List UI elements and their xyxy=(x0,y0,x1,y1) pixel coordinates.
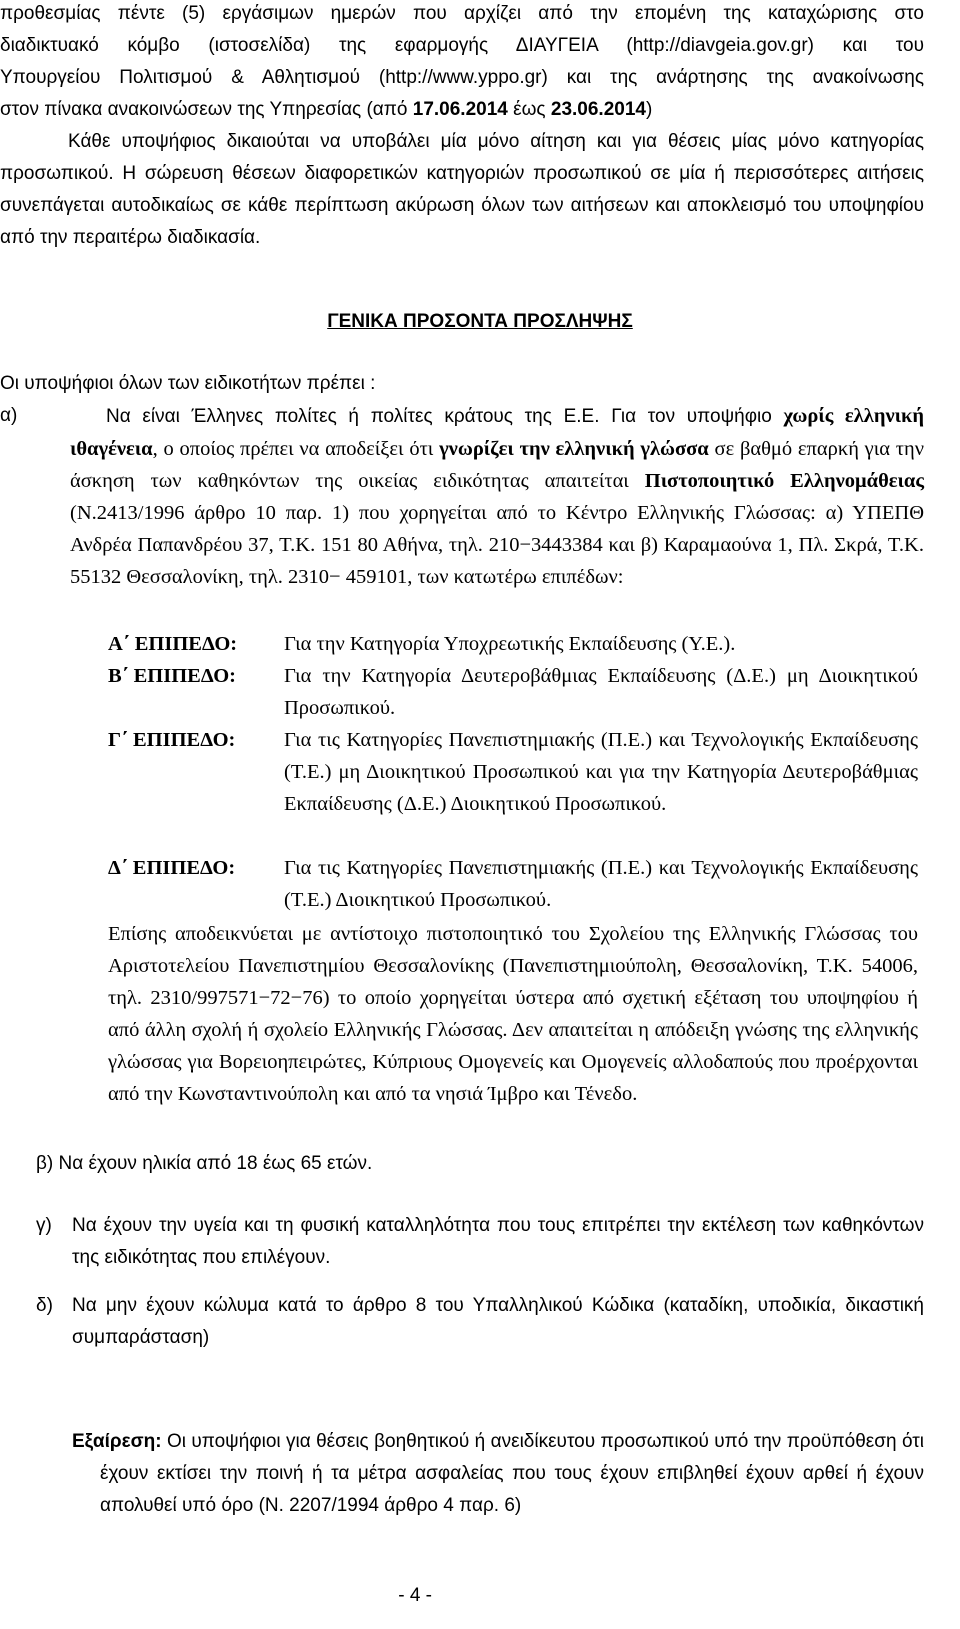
intro-line-4-suffix: ) xyxy=(645,99,653,120)
requirement-a-text-3: σε βαθμό επαρκή για την άσκηση των καθηκόντων της οικείας ειδικότητας απαιτείται xyxy=(70,438,924,492)
requirement-a-text xyxy=(0,400,924,593)
requirement-a-text-1: Να είναι Έλληνες πολίτες ή πολίτες κράτους της Ε.Ε. Για τον υποψήφιο xyxy=(106,406,784,427)
level-b-text: Για την Κατηγορία Δευτεροβάθμιας Εκπαίδευσης (Δ.Ε.) μη Διοικητικού Προσωπικού. xyxy=(284,665,918,719)
requirement-b xyxy=(36,1148,924,1180)
level-a-row xyxy=(108,628,918,660)
requirement-c-label: γ) xyxy=(36,1215,52,1236)
general-qualifications-heading: ΓΕΝΙΚΑ ΠΡΟΣΟΝΤΑ ΠΡΟΣΛΗΨΗΣ xyxy=(327,311,633,332)
intro-line-1: προθεσμίας πέντε (5) εργάσιμων ημερών που αρχίζει από την επομένη της καταχώρισης στο xyxy=(0,3,924,24)
level-b-label: Β΄ ΕΠΙΠΕΔΟ: xyxy=(108,665,236,687)
intro-paragraph xyxy=(0,0,924,94)
level-c-row xyxy=(108,724,918,852)
level-d-label: Δ΄ ΕΠΙΠΕΔΟ: xyxy=(108,857,236,879)
requirement-a-bold-1: χωρίς ελληνική ιθαγένεια xyxy=(70,405,925,460)
level-b-row xyxy=(108,660,918,724)
level-c-text: Για τις Κατηγορίες Πανεπιστημιακής (Π.Ε.) και Τεχνολογικής Εκπαίδευσης (Τ.Ε.) μη Διοικητικού Προσωπικού και για την Κατηγορία Δευτεροβάθμιας Εκπαίδευσης (Δ.Ε.) Διοικητικού Προσωπικού. xyxy=(284,729,918,815)
intro-line-2: διαδικτυακό κόμβο (ιστοσελίδα) της εφαρμογής ΔΙΑΥΓΕΙΑ (http://diavgeia.gov.gr) και του xyxy=(0,35,924,56)
requirement-d-label: δ) xyxy=(36,1295,53,1316)
requirement-d-text: Να μην έχουν κώλυμα κατά το άρθρο 8 του Υπαλληλικού Κώδικα (καταδίκη, υποδικία, δικαστική συμπαράσταση) xyxy=(72,1295,924,1348)
exception-text: Οι υποψήφιοι για θέσεις βοηθητικού ή ανειδίκευτου προσωπικού υπό την προϋπόθεση ότι έχουν εκτίσει την ποινή ή τα μέτρα ασφαλείας που τους έχουν επιβληθεί έχουν αρθεί ή έχουν απολυθεί υπό όρο (Ν. 2207/1994 άρθρο 4 παρ. 6) xyxy=(100,1431,924,1516)
requirement-c-text: Να έχουν την υγεία και τη φυσική καταλληλότητα που τους επιτρέπει την εκτέλεση των καθηκόντων της ειδικότητας που επιλέγουν. xyxy=(72,1215,924,1268)
level-d-text: Για τις Κατηγορίες Πανεπιστημιακής (Π.Ε.) και Τεχνολογικής Εκπαίδευσης (Τ.Ε.) Διοικητικού Προσωπικού. xyxy=(284,857,918,911)
date-from: 17.06.2014 xyxy=(412,99,508,120)
intro-line-4-mid: έως xyxy=(507,99,551,120)
intro-line-4 xyxy=(0,94,924,126)
level-d-row xyxy=(108,852,918,916)
intro-line-4-prefix: στον πίνακα ανακοινώσεων της Υπηρεσίας (από xyxy=(0,99,413,120)
requirement-a-label: α) xyxy=(0,405,18,426)
requirement-a-bold-2: γνωρίζει την ελληνική γλώσσα xyxy=(439,438,709,460)
single-application-paragraph: Κάθε υποψήφιος δικαιούται να υποβάλει μία μόνο αίτηση και για θέσεις μίας μόνο κατηγορίας προσωπικού. Η σώρευση θέσεων διαφορετικών κατηγοριών προσωπικού σε μία ή περισσότερες αιτήσεις συνεπάγεται αυτοδικαίως σε κάθε περίπτωση ακύρωση όλων των αιτήσεων και αποκλεισμό του υποψηφίου από την περαιτέρω διαδικασία. xyxy=(0,131,924,248)
exception-label: Εξαίρεση: xyxy=(72,1431,162,1452)
requirement-b-text: Να έχουν ηλικία από 18 έως 65 ετών. xyxy=(58,1153,373,1174)
candidates-intro: Οι υποψήφιοι όλων των ειδικοτήτων πρέπει : xyxy=(0,373,376,394)
intro-line-3: Υπουργείου Πολιτισμού & Αθλητισμού (http://www.yppo.gr) και της ανάρτησης της ανακοίνωσης xyxy=(0,67,924,88)
requirement-a-text-2: , ο οποίος πρέπει να αποδείξει ότι xyxy=(152,438,440,460)
also-proven-paragraph: Επίσης αποδεικνύεται με αντίστοιχο πιστοποιητικό του Σχολείου της Ελληνικής Γλώσσας του Αριστοτελείου Πανεπιστημίου Θεσσαλονίκης (Πανεπιστημιούπολη, Θεσσαλονίκη, Τ.Κ. 54006, τηλ. 2310/997571−72−76) το οποίο χορηγείται ύστερα από σχετική εξέταση του υποψηφίου ή από άλλη σχολή ή σχολείο Ελληνικής Γλώσσας. Δεν απαιτείται η απόδειξη γνώσης της ελληνικής γλώσσας για Βορειοηπειρώτες, Κύπριους Ομογενείς και Ομογενείς αλλοδαπούς που προέρχονται από την Κωνσταντινούπολη και από τα νησιά Ίμβρο και Τένεδο. xyxy=(108,923,918,1105)
requirement-b-label: β) xyxy=(36,1153,59,1174)
requirement-a-bold-3: Πιστοποιητικό Ελληνομάθειας xyxy=(644,470,924,492)
level-a-text: Για την Κατηγορία Υποχρεωτικής Εκπαίδευσης (Υ.Ε.). xyxy=(284,633,736,655)
page-number: - 4 - xyxy=(398,1585,432,1606)
level-c-label: Γ΄ ΕΠΙΠΕΔΟ: xyxy=(108,729,236,751)
requirement-a-text-4: (Ν.2413/1996 άρθρο 10 παρ. 1) που χορηγείται από το Κέντρο Ελληνικής Γλώσσας: α) ΥΠΕΠΘ Ανδρέα Παπανδρέου 37, Τ.Κ. 151 80 Αθήνα, τηλ. 210−3443384 και β) Καραμαούνα 1, Πλ. Σκρά, Τ.Κ. 55132 Θεσσαλονίκη, τηλ. 2310− 459101, των κατωτέρω επιπέδων: xyxy=(70,502,924,588)
date-to: 23.06.2014 xyxy=(550,99,646,120)
level-a-label: Α΄ ΕΠΙΠΕΔΟ: xyxy=(108,633,238,655)
exception-paragraph xyxy=(72,1426,924,1522)
